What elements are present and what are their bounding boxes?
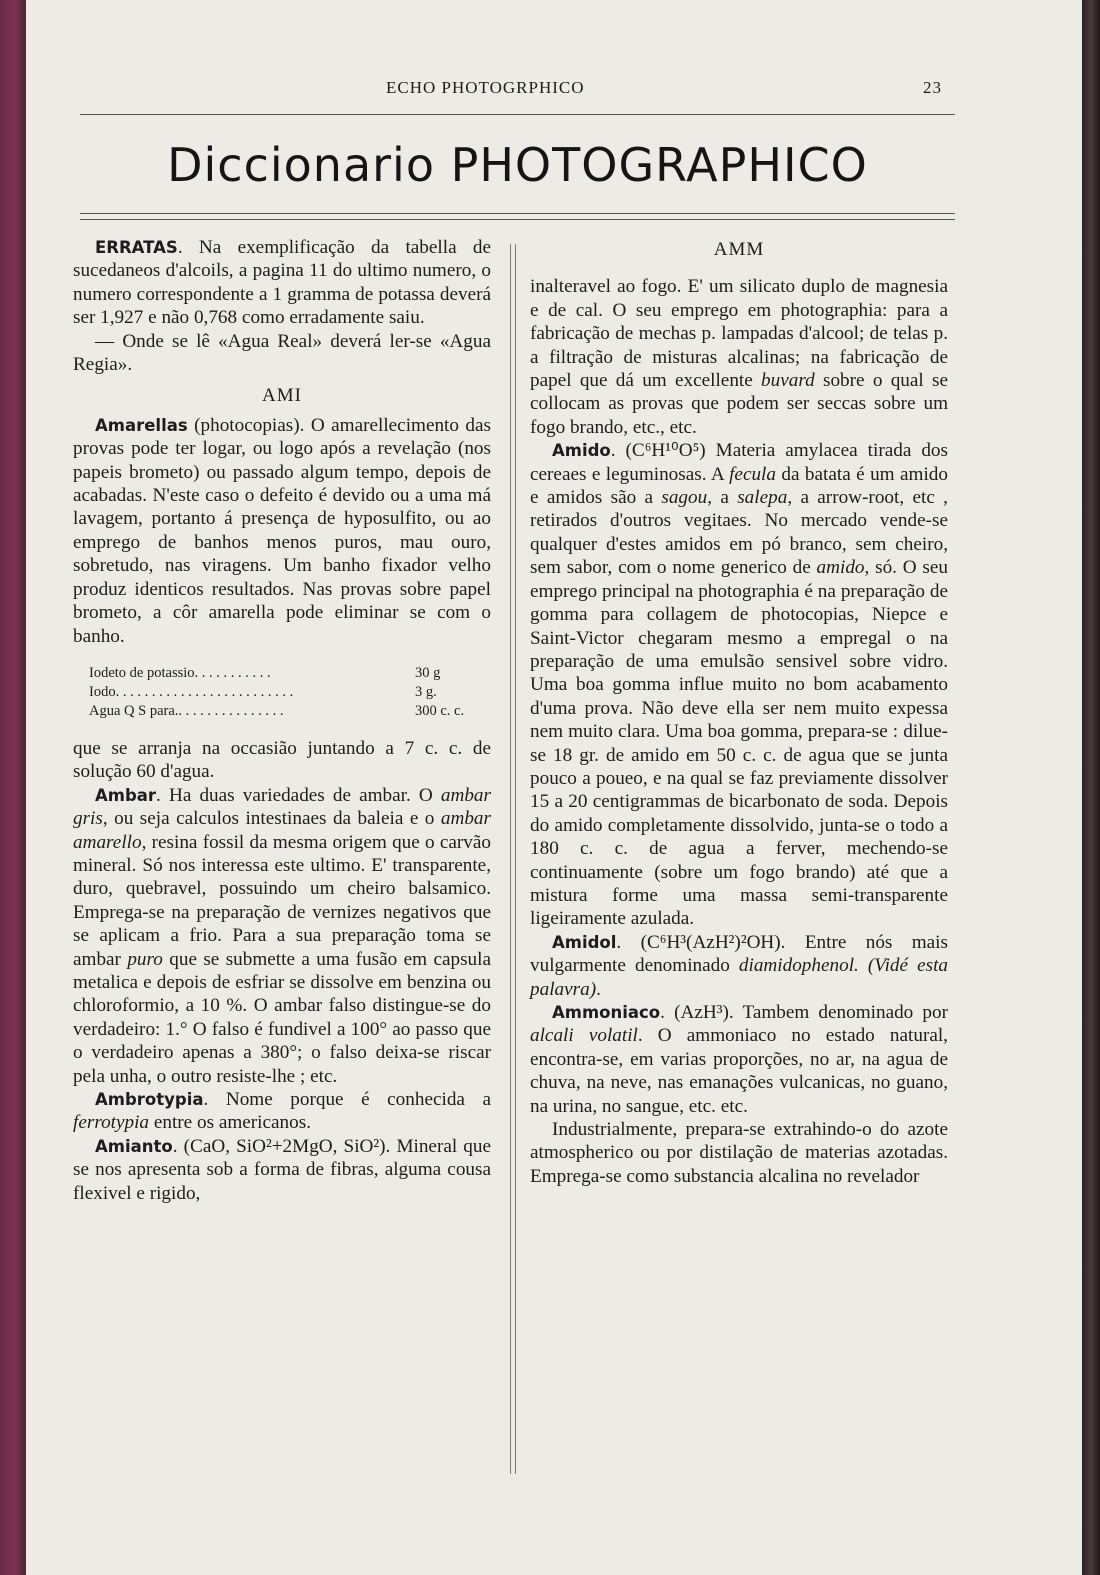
dictionary-entry xyxy=(73,784,491,1088)
entry-text: (photocopias). O amarellecimento das provas pode ter logar, ou logo após a revelação (nos papeis brometo) ou passado algum tempo, depois de acabadas. N'este caso o defeito é devido ou a uma má lavagem, portanto á presença de hyposulfito, ou ao emprego de banhos menos puros, mau ouro, sobretudo, nas viragens. Um banho fixador velho produz identicos resultados. Nas provas sobre papel brometo, a côr amarella pode eliminar se com o banho. xyxy=(73,414,491,647)
formula-quantity: 30 g xyxy=(415,664,441,681)
column-divider xyxy=(515,244,516,1474)
entry-emphasis: ambar gris xyxy=(73,784,491,830)
dictionary-entry xyxy=(530,439,948,931)
entry-term: Ambar xyxy=(95,785,157,805)
book-spine xyxy=(0,0,26,1575)
entry-emphasis: ambar amarello xyxy=(73,808,491,853)
entry-emphasis: diamidophenol. (Vidé esta palavra) xyxy=(530,955,948,1000)
entry-continuation xyxy=(530,275,948,439)
entry-text: , resina fossil da mesma origem que o carvão mineral. Só nos interessa este ultimo. E' transparente, duro, quebravel, possuindo um cheiro balsamico. Emprega-se na preparação de vernizes negativos que se aplicam a frio. Para a sua preparação toma se ambar xyxy=(73,831,491,970)
entry-text: , a xyxy=(707,487,738,509)
page-number: 23 xyxy=(923,78,942,97)
entry-text: . Ha duas variedades de ambar. O xyxy=(156,784,441,806)
page-title: Diccionario PHOTOGRAPHICO xyxy=(167,138,868,192)
errata-entry xyxy=(73,236,491,330)
formula-ingredient: Agua Q S para.. . . . . . . . . . . . . . . xyxy=(89,702,284,719)
entry-text: . xyxy=(596,978,601,1000)
section-heading: AMI xyxy=(262,385,302,407)
formula-row xyxy=(89,664,485,683)
entry-text: da batata é um amido e amidos são a xyxy=(530,463,948,509)
entry-term: Amarellas xyxy=(95,415,188,435)
entry-emphasis: ferrotypia xyxy=(73,1112,150,1134)
entry-term: Ambrotypia xyxy=(95,1090,204,1109)
entry-text: , ou seja calculos intestinaes da baleia e o xyxy=(102,808,441,830)
entry-emphasis: fecula xyxy=(729,463,776,485)
entry-term: ERRATAS xyxy=(95,238,178,257)
entry-emphasis: puro xyxy=(127,948,163,970)
formula-row xyxy=(89,683,485,702)
running-title: ECHO PHOTOGRPHICO xyxy=(386,78,585,97)
column-divider xyxy=(510,244,511,1474)
entry-emphasis: alcali volatil xyxy=(530,1025,638,1047)
entry-term: Amianto xyxy=(95,1136,173,1156)
entry-text: que se submette a uma fusão em capsula metalica e depois de esfriar se dissolve em benzina ou chloroformio, a 10 %. O ambar falso distingue-se do verdadeiro: 1.° O falso é fundivel a 100° ao passo que o verdadeiro apenas a 380°; o falso deixa-se riscar pela unha, o outro resiste-lhe ; etc. xyxy=(73,948,491,1087)
entry-term: Amidol xyxy=(552,932,617,952)
entry-emphasis: amido xyxy=(816,557,865,579)
dictionary-entry xyxy=(530,1001,948,1118)
page-edge xyxy=(1082,0,1100,1575)
formula-table xyxy=(89,664,485,721)
title-rule-lower xyxy=(80,219,955,220)
running-head xyxy=(26,78,1082,100)
entry-text: . (C⁶H¹⁰O⁵) Materia amylacea tirada dos cereaes e leguminosas. A xyxy=(530,440,948,485)
entry-text: . (AzH³). Tambem denominado por xyxy=(660,1002,948,1023)
entry-emphasis: salepa xyxy=(737,487,788,509)
errata-entry-continued: — Onde se lê «Agua Real» deverá ler-se «Agua Regia». xyxy=(73,330,491,376)
formula-ingredient: Iodo. . . . . . . . . . . . . . . . . . . . . . . . . xyxy=(89,683,294,700)
entry-text: . Nome porque é conhecida a xyxy=(203,1089,491,1110)
entry-text: entre os americanos. xyxy=(149,1112,311,1134)
entry-term: Ammoniaco xyxy=(552,1003,661,1022)
dictionary-entry xyxy=(73,414,491,648)
entry-text: sobre o qual se collocam as provas que podem ser seccas sobre um fogo brando, etc., etc. xyxy=(530,370,948,438)
title-rule-upper xyxy=(80,213,955,214)
document-page xyxy=(26,0,1082,1575)
formula-ingredient: Iodeto de potassio. . . . . . . . . . . xyxy=(89,664,271,681)
entry-text: , só. O seu emprego principal na photographia é na preparação de gomma para collagem de photocopias, Niepce e Saint-Victor chegaram mesmo a empregal o na preparação de uma emulsão sensivel sobre vidro. Uma boa gomma influe muito no bom acabamento d'uma prova. Não deve ella ser nem muito expessa nem muito clara. Uma boa gomma, prepara-se : dilue-se 18 gr. de amido em 50 c. c. de agua que se junta pouco a poueo, e na qual se faz previamente dissolver 15 a 20 centigrammas de bicarbonato de soda. Depois do amido completamente dissolvido, junta-se o todo a 180 c. c. de agua a ferver, mechendo-se continuamente (sobre um fogo brando) até que a mistura forme uma massa semi-transparente ligeiramente azulada. xyxy=(530,557,948,930)
entry-paragraph: Industrialmente, prepara-se extrahindo-o do azote atmospherico ou por distilação de materias azotadas. Emprega-se como substancia alcalina no revelador xyxy=(530,1119,948,1187)
dictionary-entry xyxy=(73,1135,491,1205)
section-heading: AMM xyxy=(713,239,765,260)
entry-continuation: que se arranja na occasião juntando a 7 c. c. de solução 60 d'agua. xyxy=(73,737,491,783)
entry-text: . (C⁶H³(AzH²)²OH). Entre nós mais vulgarmente denominado xyxy=(530,931,948,977)
dictionary-entry xyxy=(73,1088,491,1135)
formula-quantity: 300 c. c. xyxy=(415,702,465,719)
right-column xyxy=(530,236,948,1188)
entry-text: . Na exemplificação da tabella de sucedaneos d'alcoils, a pagina 11 do ultimo numero, o numero correspondente a 1 gramma de potassa deverá ser 1,927 e não 0,768 como erradamente saiu. xyxy=(73,237,491,329)
entry-emphasis: sagou xyxy=(661,487,708,509)
dictionary-entry xyxy=(530,931,948,1001)
formula-quantity: 3 g. xyxy=(415,683,437,700)
left-column xyxy=(73,236,491,1205)
entry-text: inalteravel ao fogo. E' um silicato duplo de magnesia e de cal. O seu emprego em photographia: para a fabricação de mechas p. lampadas d'alcool; de telas p. a filtração de misturas alcalinas; na fabricação de papel que dá um excellente xyxy=(530,276,948,392)
header-rule xyxy=(80,114,955,115)
entry-emphasis: buvard xyxy=(761,370,815,392)
entry-text: . (CaO, SiO²+2MgO, SiO²). Mineral que se nos apresenta sob a forma de fibras, alguma cousa flexivel e rigido, xyxy=(73,1135,491,1204)
entry-text: , a arrow-root, etc , retirados d'outros vegitaes. No mercado vende-se qualquer d'estes amidos em pó branco, sem cheiro, sem sabor, com o nome generico de xyxy=(530,487,948,579)
entry-text: . O ammoniaco no estado natural, encontra-se, em varias proporções, no ar, na agua de chuva, na neve, nas emanações vulcanicas, no guano, na urina, no sangue, etc. etc. xyxy=(530,1025,948,1117)
entry-term: Amido xyxy=(552,441,611,461)
formula-row xyxy=(89,702,485,721)
